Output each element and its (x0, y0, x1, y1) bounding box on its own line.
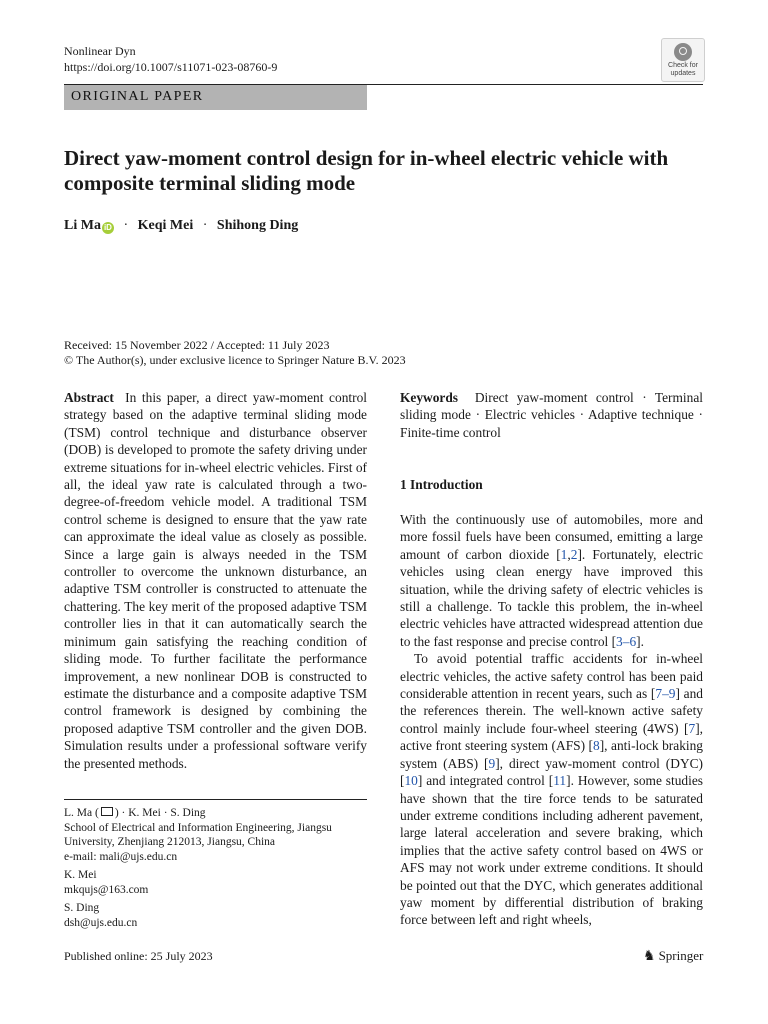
citation-link[interactable]: 9 (488, 755, 496, 771)
abstract-block (64, 389, 367, 772)
citation-link[interactable]: 1 (560, 546, 568, 562)
author-2: Keqi Mei (137, 218, 194, 233)
journal-name: Nonlinear Dyn (64, 44, 136, 58)
author-name-3: S. Ding (64, 902, 100, 914)
citation-link[interactable]: 11 (553, 773, 567, 789)
copyright-line: © The Author(s), under exclusive licence to Springer Nature B.V. 2023 (64, 353, 406, 367)
author-list (64, 218, 298, 234)
keywords-block (400, 389, 703, 441)
doi-link[interactable]: https://doi.org/10.1007/s11071-023-08760-9 (64, 60, 278, 74)
introduction-body (400, 511, 703, 929)
badge-line-2: updates (670, 69, 696, 77)
introduction-heading: 1 Introduction (400, 477, 483, 492)
received-accepted: Received: 15 November 2022 / Accepted: 11 July 2023 (64, 338, 330, 352)
author-separator: · (123, 218, 129, 233)
intro-paragraph-1: With the continuously use of automobiles, more and more fossil fuels have been consumed, emitting a large amount of carbon dioxide [1,2]. Fortunately, electric vehicles using clean energy have improved this situation, while the driving safety of electric vehicles is still a challenge. To tackle this problem, the in-wheel electric vehicles have attracted widespread attention due to the fast response and precise control [3–6]. (400, 512, 703, 649)
section-label: ORIGINAL PAPER (71, 89, 204, 104)
badge-line-1: Check for (668, 62, 698, 69)
citation-link[interactable]: 3–6 (616, 633, 637, 649)
corresponding-author: L. Ma (64, 807, 93, 819)
affiliations-block: L. Ma ( ) · K. Mei · S. Ding School of Electrical and Information Engineering, Jiangsu University, Zhenjiang 212013, Jiangsu, China e-mail: mali@ujs.edu.cn K. Mei mkqujs@163.com S. Ding dsh@ujs.edu.cn (64, 806, 364, 930)
citation-link[interactable]: 7–9 (655, 686, 676, 702)
citation-link[interactable]: 10 (404, 773, 418, 789)
email-3[interactable]: dsh@ujs.edu.cn (64, 916, 138, 929)
publisher-logo (643, 948, 703, 965)
citation-link[interactable]: 7 (688, 720, 696, 736)
author-1: Li Ma (64, 218, 101, 233)
springer-horse-icon: ♞ (643, 949, 656, 964)
paper-title: Direct yaw-moment control design for in-wheel electric vehicle with composite terminal sliding mode (64, 146, 669, 195)
article-dates (64, 338, 406, 368)
email-2[interactable]: mkqujs@163.com (64, 883, 149, 896)
keywords-text: Direct yaw-moment control · Terminal sliding mode · Electric vehicles · Adaptive technique · Finite-time control (400, 390, 703, 440)
check-for-updates-badge[interactable] (661, 38, 705, 82)
email-icon[interactable] (101, 807, 113, 816)
coauthors-line: · K. Mei · S. Ding (121, 807, 206, 819)
citation-link[interactable]: 8 (593, 738, 600, 754)
publisher-name: Springer (658, 948, 704, 963)
published-online: Published online: 25 July 2023 (64, 949, 213, 963)
intro-paragraph-2: To avoid potential traffic accidents for in-wheel electric vehicles, the active safety control has been paid considerable attention in recent years, such as [7–9] and the references therein. The well-known active safety control mainly include four-wheel steering (4WS) [7], active front steering system (AFS) [8], anti-lock braking system (ABS) [9], direct yaw-moment control (DYC) [10] and integrated control [11]. However, some studies have shown that the tire force tends to be saturated under extreme conditions including adherent pavement, large lateral acceleration and severe braking, which implies that the active safety control based on 4WS or AFS may not work under extreme conditions. It should be pointed out that the DYC, which generates additional yaw moment by differential distribution of braking force between left and right wheels, (400, 651, 704, 928)
citation-link[interactable]: 2 (570, 546, 578, 562)
abstract-label: Abstract (64, 390, 114, 405)
institution: School of Electrical and Information Engineering, Jiangsu University, Zhenjiang 212013, Jiangsu, China (64, 821, 332, 848)
author-separator: · (202, 218, 208, 233)
author-3: Shihong Ding (216, 218, 299, 233)
section-label-bar (64, 85, 367, 110)
keywords-label: Keywords (400, 390, 459, 405)
email-1[interactable]: e-mail: mali@ujs.edu.cn (64, 850, 178, 863)
orcid-icon[interactable]: iD (103, 223, 112, 232)
refresh-icon (674, 43, 692, 61)
abstract-text: In this paper, a direct yaw-moment control strategy based on the adaptive terminal sliding mode (TSM) control technique and disturbance observer (DOB) is developed to promote the safety driving under extreme situations for in-wheel electric vehicles. First of all, the ideal yaw rate is calculated through a two-degree-of-freedom vehicle model. A traditional TSM control scheme is designed to ensure that the yaw rate can approximate the ideal value as closely as possible. Since a large gain is always needed in the TSM controller to overcome the unknown disturbance, an adaptive TSM controller is constructed to attenuate the chattering. The key merit of the proposed adaptive TSM controller lies in that it can automatically search the minimum gain satisfying the reaching condition of sliding mode. To further facilitate the performance improvement, a new nonlinear DOB is constructed to estimate the disturbance and a composite adaptive TSM control framework is designed by combining the proposed adaptive TSM controller and the given DOB. Simulation results under a professional software verify the presented methods. (64, 390, 367, 771)
footnote-rule (64, 799, 367, 800)
author-name-2: K. Mei (64, 869, 97, 881)
